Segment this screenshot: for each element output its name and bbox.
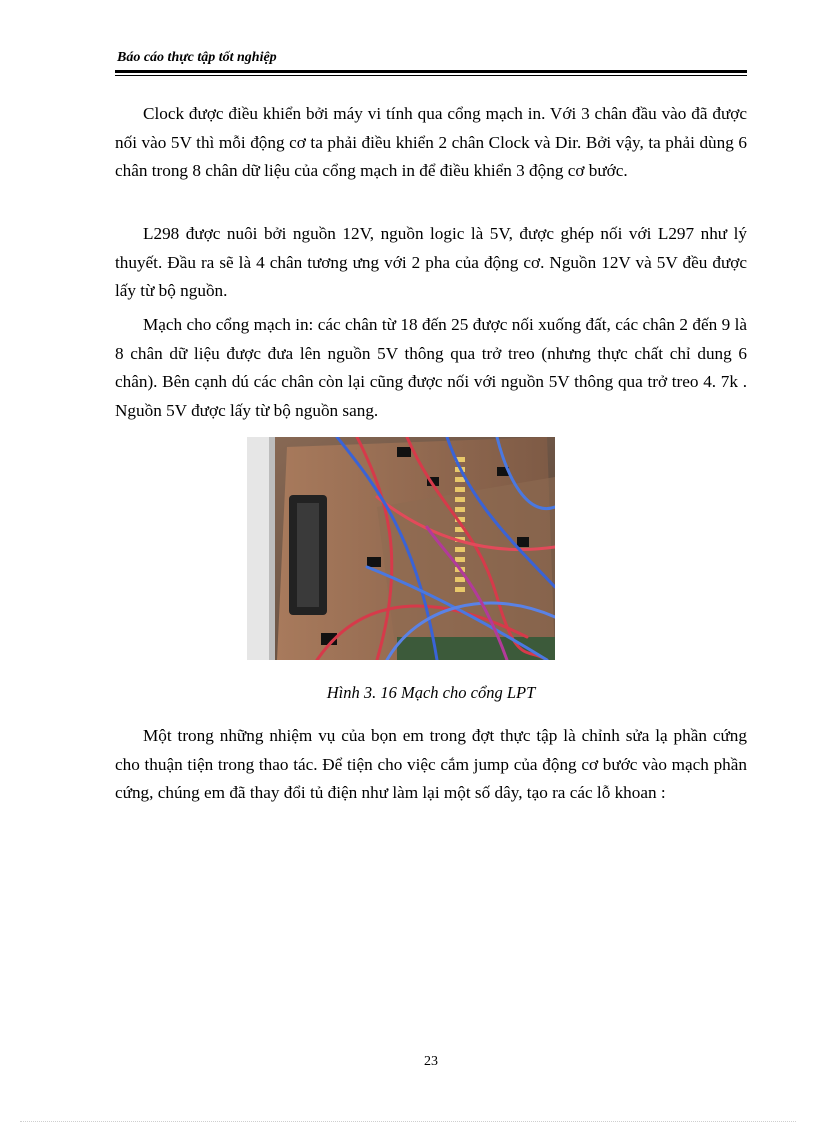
paragraph-text: Một trong những nhiệm vụ của bọn em trong đợt thực tập là chỉnh sửa lạ phần cứng cho thuận tiện trong thao tác. Để tiện cho việc cắm jump của động cơ bước vào mạch phần cứng, chúng em đã thay đổi tủ điện như làm lại một số dây, tạo ra các lỗ khoan :: [115, 726, 747, 802]
document-header: Báo cáo thực tập tốt nghiệp: [117, 50, 277, 65]
paragraph-3: [115, 311, 747, 425]
footer-rule: [20, 1121, 796, 1122]
paragraph-2: [115, 220, 747, 306]
circuit-photo: [247, 437, 555, 660]
figure-caption: Hình 3. 16 Mạch cho cổng LPT: [326, 683, 536, 702]
paragraph-1: [115, 100, 747, 186]
paragraph-text: L298 được nuôi bởi nguồn 12V, nguồn logic là 5V, được ghép nối với L297 như lý thuyết. Đầu ra sẽ là 4 chân tương ưng với 2 pha của động cơ. Nguồn 12V và 5V đều được lấy từ bộ nguồn.: [115, 224, 747, 300]
paragraph-text: Mạch cho cổng mạch in: các chân từ 18 đến 25 được nối xuống đất, các chân 2 đến 9 là 8 chân dữ liệu được đưa lên nguồn 5V thông qua trở treo (nhưng thực chất chỉ dung 6 chân). Bên cạnh dú các chân còn lại cũng được nối với nguồn 5V thông qua trở treo 4. 7k . Nguồn 5V được lấy từ bộ nguồn sang.: [115, 315, 747, 420]
header-rule-thick: [115, 70, 747, 73]
header-rule-thin: [115, 75, 747, 76]
paragraph-4: [115, 722, 747, 808]
page-number: 23: [424, 1054, 438, 1069]
paragraph-text: Clock được điều khiển bởi máy vi tính qua cổng mạch in. Với 3 chân đầu vào đã được nối vào 5V thì mỗi động cơ ta phải điều khiển 2 chân Clock và Dir. Bởi vậy, ta phải dùng 6 chân trong 8 chân dữ liệu của cổng mạch in để điều khiển 3 động cơ bước.: [115, 104, 747, 180]
